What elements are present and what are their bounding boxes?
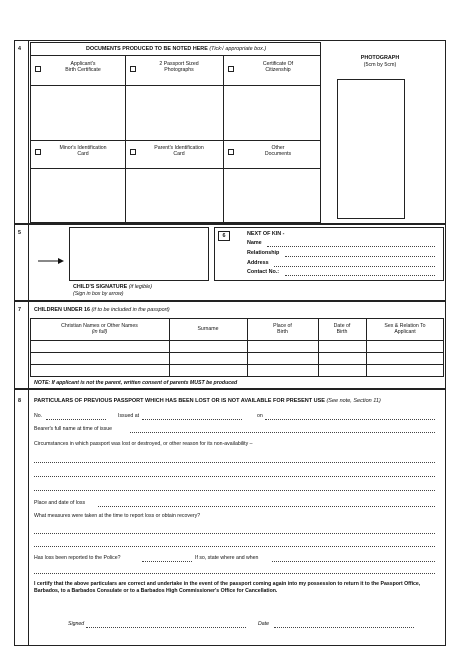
child-signature-label: [73, 284, 152, 290]
passport-no-field[interactable]: [46, 419, 106, 420]
section-5-number: 5: [18, 230, 21, 236]
citizenship-label-line1: Certificate Of: [262, 61, 294, 67]
parent-id-checkbox[interactable]: [130, 149, 136, 155]
next-of-kin-title: NEXT OF KIN -: [247, 231, 285, 237]
minor-id-checkbox[interactable]: [35, 149, 41, 155]
other-documents-label: [237, 145, 319, 157]
place-date-loss-label: Place and date of loss: [34, 500, 86, 506]
other-documents-label-line1: Other: [271, 145, 285, 151]
kin-address-label: Address: [247, 260, 269, 266]
circumstances-line-1[interactable]: [34, 462, 435, 463]
where-when-field[interactable]: [272, 561, 435, 562]
documents-title-text: DOCUMENTS PRODUCED TO BE NOTED HERE: [86, 46, 208, 52]
issued-at-label: Issued at: [118, 413, 140, 419]
col-header-date: [318, 323, 366, 335]
child-signature-subnote: (Sign in box by arrow): [73, 291, 124, 297]
measures-label: What measures were taken at the time to report loss or obtain recovery?: [34, 513, 201, 519]
section-4-number-divider: [28, 40, 29, 224]
kin-relationship-label: Relationship: [247, 250, 280, 256]
col-header-sex-relation-line2: Applicant: [394, 329, 416, 336]
photograph-size-text: (5cm by 5cm): [363, 62, 397, 68]
section-8-number-divider: [28, 389, 29, 646]
photographs-checkbox[interactable]: [130, 66, 136, 72]
bearer-name-label: Bearer's full name at time of issue: [34, 426, 112, 432]
previous-passport-title: [34, 398, 381, 404]
section-6-number: 6: [218, 231, 230, 241]
photograph-box[interactable]: [337, 79, 405, 219]
minor-id-label-line2: Card: [77, 151, 89, 158]
citizenship-checkbox[interactable]: [228, 66, 234, 72]
children-table-header-line: [30, 340, 444, 341]
issued-on-label: on: [257, 413, 263, 419]
date-field[interactable]: [274, 627, 414, 628]
col-header-names: [30, 323, 169, 335]
children-title: [34, 307, 170, 313]
section-7-number-divider: [28, 301, 29, 389]
col-header-place-line1: Place of: [273, 323, 292, 329]
where-when-label: If so, state where and when: [195, 555, 259, 561]
child-signature-note: (if legible): [128, 284, 153, 290]
citizenship-label-line2: Citizenship: [265, 67, 291, 74]
minor-id-label-line1: Minor's Identification: [59, 145, 107, 151]
col-header-sex-relation: [366, 323, 444, 335]
section-8-number: 8: [18, 398, 21, 404]
photographs-label-line1: 2 Passport Sized: [159, 61, 199, 67]
birth-certificate-label-line1: Applicant's: [70, 61, 96, 67]
col-header-sex-relation-line1: Sex & Relation To: [384, 323, 426, 329]
kin-contact-label: Contact No.:: [247, 269, 280, 275]
certification-statement: I certify that the above particulars are correct and undertake in the event of the passport coming again into my possession to return it to the Passport Office, Barbados, to a Barbados Consulate or to a Barbados High Commissioner's Office for Cancellation.: [34, 581, 421, 594]
children-table-row-line-2: [30, 364, 444, 365]
documents-title-note: (Tick√ appropriate box.): [209, 46, 267, 52]
children-note: NOTE: If applicant is not the parent, written consent of parents MUST be produced: [34, 380, 238, 386]
col-header-place: [247, 323, 318, 335]
col-header-surname: [169, 326, 247, 332]
children-title-note: (if to be included in the passport): [91, 307, 170, 313]
signed-field[interactable]: [86, 627, 246, 628]
previous-passport-title-note: (See note, Section 11): [326, 398, 381, 404]
place-date-loss-field[interactable]: [98, 506, 435, 507]
documents-title-divider: [30, 55, 321, 56]
col-header-place-line2: Birth: [277, 329, 288, 336]
date-label: Date: [258, 621, 269, 627]
signature-arrow: [38, 251, 64, 257]
child-signature-label-text: CHILD'S SIGNATURE: [73, 284, 128, 290]
issued-on-field[interactable]: [265, 419, 435, 420]
section-4-number: 4: [18, 46, 21, 52]
signed-label: Signed: [68, 621, 85, 627]
kin-name-field[interactable]: [267, 246, 435, 247]
circumstances-label: Circumstances in which passport was lost or destroyed, or other reason for its non-availability –: [34, 441, 253, 447]
section-7-number: 7: [18, 307, 21, 313]
col-header-surname-text: Surname: [197, 326, 219, 332]
measures-line-1[interactable]: [34, 533, 435, 534]
documents-grid-row-3: [30, 168, 321, 169]
col-header-date-line1: Date of: [333, 323, 351, 329]
section-5-number-divider: [28, 224, 29, 301]
kin-address-field[interactable]: [274, 266, 435, 267]
documents-grid-col-1: [125, 55, 126, 223]
children-table-row-line-1: [30, 352, 444, 353]
kin-name-label: Name: [247, 240, 262, 246]
police-report-label: Has loss been reported to the Police?: [34, 555, 121, 561]
circumstances-line-2[interactable]: [34, 476, 435, 477]
circumstances-line-3[interactable]: [34, 490, 435, 491]
issued-at-field[interactable]: [142, 419, 242, 420]
arrow-right-icon: [38, 258, 64, 264]
other-documents-label-line2: Documents: [264, 151, 292, 158]
parent-id-label-line1: Parent's Identification: [154, 145, 204, 151]
children-title-text: CHILDREN UNDER 16: [34, 307, 91, 313]
child-signature-box[interactable]: [69, 227, 209, 281]
kin-contact-field[interactable]: [285, 275, 435, 276]
parent-id-label-line2: Card: [173, 151, 185, 158]
col-header-names-line2: (in full): [91, 329, 108, 336]
parent-id-label: [139, 145, 219, 157]
col-header-names-line1: Christian Names or Other Names: [61, 323, 138, 329]
previous-passport-title-text: PARTICULARS OF PREVIOUS PASSPORT WHICH HAS BEEN LOST OR IS NOT AVAILABLE FOR PRESENT USE: [34, 398, 325, 404]
kin-relationship-field[interactable]: [285, 256, 435, 257]
passport-no-label: No.: [34, 413, 43, 419]
birth-certificate-checkbox[interactable]: [35, 66, 41, 72]
measures-line-2[interactable]: [34, 546, 435, 547]
photographs-label-line2: Photographs: [164, 67, 194, 74]
photograph-label: [330, 55, 430, 68]
documents-grid-col-2: [223, 55, 224, 223]
citizenship-label: [237, 61, 319, 73]
col-header-date-line2: Birth: [336, 329, 348, 336]
minor-id-label: [44, 145, 122, 157]
documents-grid-row-1: [30, 85, 321, 86]
photograph-label-text: PHOTOGRAPH: [360, 55, 400, 61]
birth-certificate-label-line2: Birth Certificate: [65, 67, 101, 74]
other-documents-checkbox[interactable]: [228, 149, 234, 155]
bearer-name-field[interactable]: [130, 432, 435, 433]
birth-certificate-label: [44, 61, 122, 73]
police-report-field[interactable]: [142, 561, 192, 562]
where-when-line-2[interactable]: [34, 573, 435, 574]
documents-grid-row-2: [30, 140, 321, 141]
documents-title: [86, 46, 266, 52]
photographs-label: [139, 61, 219, 73]
